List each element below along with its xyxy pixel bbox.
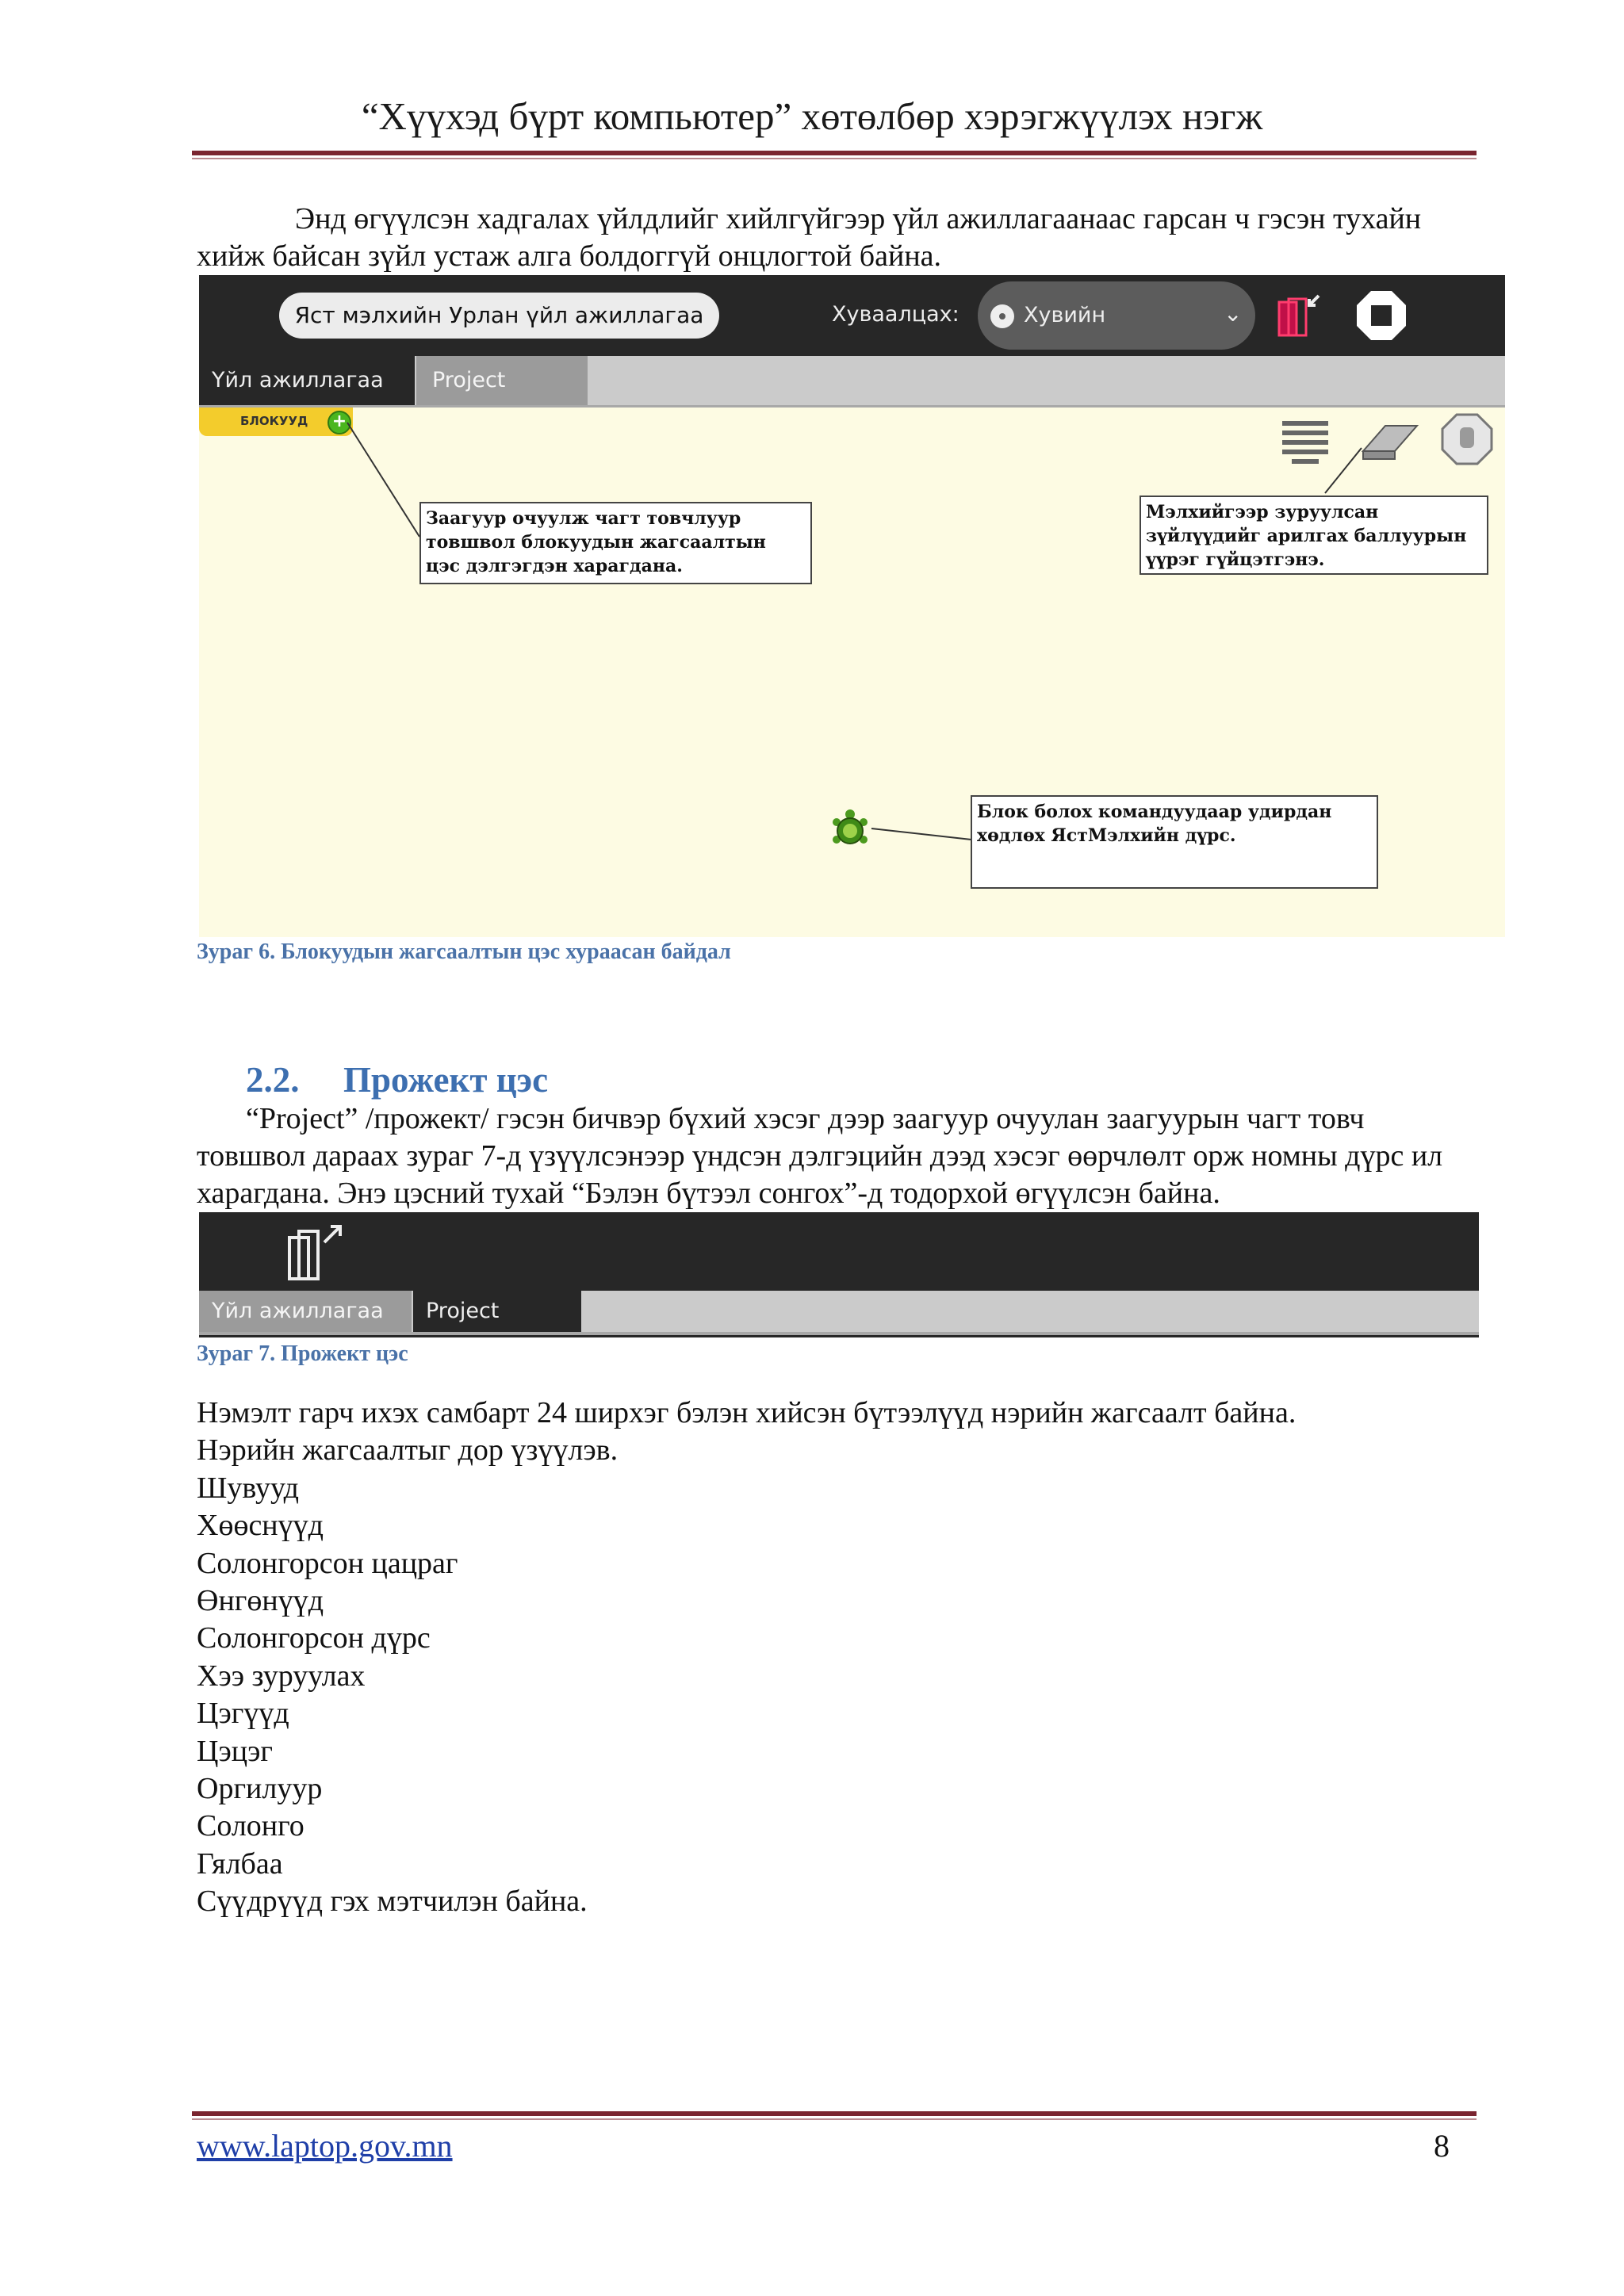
tab-project[interactable]: Project xyxy=(413,1291,581,1332)
list-item: Цэгүүд xyxy=(197,1697,289,1731)
list-item: Гялбаа xyxy=(197,1846,283,1881)
figure-6-caption: Зураг 6. Блокуудын жагсаалтын цэс хураасан байдал xyxy=(197,939,731,964)
activity-title-field[interactable]: Яст мэлхийн Урлан үйл ажиллагаа xyxy=(279,293,719,339)
project-list xyxy=(197,1395,1473,1921)
callout-blocks: Заагуур очуулж чагт товчлуур товшвол блокуудын жагсаалтын цэс дэлгэгдэн харагдана. xyxy=(419,502,812,584)
share-label: Хуваалцах: xyxy=(832,302,959,327)
turtle-icon[interactable] xyxy=(829,808,871,851)
list-intro-line: Нэрийн жагсаалтыг дор үзүүлэв. xyxy=(197,1433,619,1468)
figure-7-screenshot xyxy=(199,1212,1479,1337)
list-item: Хээ зуруулах xyxy=(197,1659,366,1693)
section-number: 2.2. xyxy=(246,1060,300,1100)
list-item: Солонго xyxy=(197,1809,304,1843)
list-item: Оргилуур xyxy=(197,1772,323,1806)
callout-eraser: Мэлхийгээр зуруулсан зүйлүүдийг арилгах баллуурын үүрэг гүйцэтгэнэ. xyxy=(1139,496,1488,575)
toolbar-divider xyxy=(199,1332,1479,1335)
project-book-icon[interactable] xyxy=(285,1219,353,1287)
figure-7-caption: Зураг 7. Прожект цэс xyxy=(197,1341,408,1366)
callout-turtle: Блок болох командуудаар удирдан хөдлөх ЯстМэлхийн дүрс. xyxy=(971,795,1378,889)
header-rule xyxy=(192,151,1477,155)
footer-rule xyxy=(192,2111,1477,2116)
footer-rule-thin xyxy=(192,2118,1477,2120)
list-item: Солонгорсон цацраг xyxy=(197,1546,458,1580)
tab-bar xyxy=(199,1291,1479,1332)
list-item: Өнгөнүүд xyxy=(197,1584,324,1618)
list-item: Шувууд xyxy=(197,1471,299,1505)
chevron-down-icon: ⌄ xyxy=(1224,300,1243,327)
list-item: Хөөснүүд xyxy=(197,1509,324,1543)
share-value: Хувийн xyxy=(1024,303,1106,327)
tab-activity[interactable]: Үйл ажиллагаа xyxy=(199,356,415,405)
section-title: Прожект цэс xyxy=(343,1060,549,1100)
blocks-tab-label: БЛОКУУД xyxy=(240,414,308,428)
list-item: Цэцэг xyxy=(197,1734,273,1768)
footer-link[interactable]: www.laptop.gov.mn xyxy=(197,2128,453,2164)
tab-project[interactable]: Project xyxy=(416,356,588,405)
plus-icon[interactable]: + xyxy=(327,411,351,434)
list-item: Сүүдрүүд гэх мэтчилэн байна. xyxy=(197,1885,588,1919)
project-paragraph: “Project” /прожект/ гэсэн бичвэр бүхий хэсэг дээр заагуур очуулан заагуурын чагт товч товшвол дараах зураг 7-д үзүүлсэнээр үндсэн дэлгэцийн дээд хэсэг өөрчлөлт орж номны дүрс ил харагдана. Энэ цэсний тухай “Бэлэн бүтээл сонгох”-д тодорхой өгүүлсэн байна. xyxy=(197,1102,1443,1210)
page-number: 8 xyxy=(1434,2128,1450,2164)
tab-activity[interactable]: Үйл ажиллагаа xyxy=(199,1291,412,1332)
header-rule-thin xyxy=(192,158,1477,159)
figure-6-screenshot xyxy=(199,275,1505,937)
list-intro-line: Нэмэлт гарч ихэх самбарт 24 ширхэг бэлэн хийсэн бүтээлүүд нэрийн жагсаалт байна. xyxy=(197,1396,1297,1429)
intro-paragraph: Энд өгүүлсэн хадгалах үйлдлийг хийлгүйгээр үйл ажиллагаанаас гарсан ч гэсэн тухайн хийж байсан зүйл устаж алга болдоггүй онцлогтой байна. xyxy=(197,202,1422,273)
running-header: “Хүүхэд бүрт компьютер” хөтөлбөр хэрэгжүүлэх нэгж xyxy=(361,94,1263,138)
list-item: Солонгорсон дүрс xyxy=(197,1621,431,1655)
